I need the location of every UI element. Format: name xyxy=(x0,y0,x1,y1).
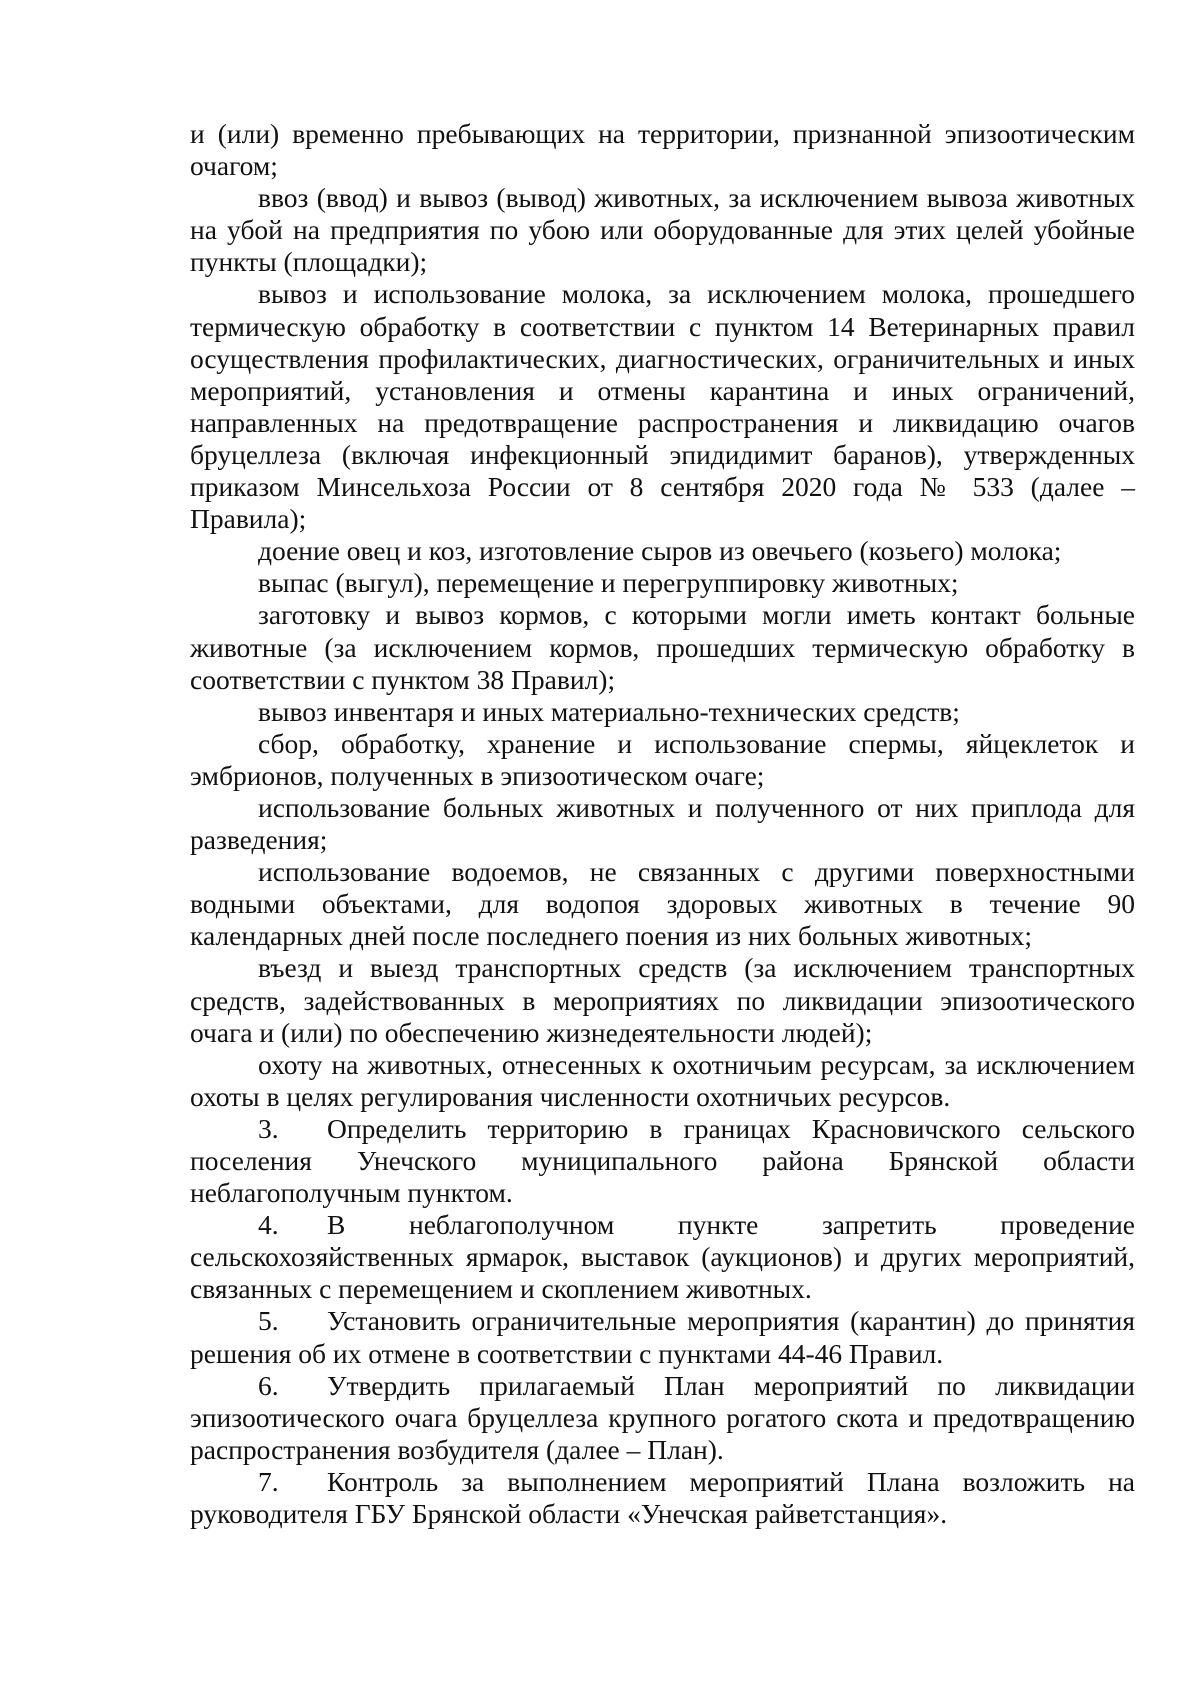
paragraph-milking: доение овец и коз, изготовление сыров из овечьего (козьего) молока; xyxy=(258,535,1062,567)
item-text: Установить ограничительные мероприятия (карантин) до принятия решения об их отмене в соответствии с пунктами 44-46 Правил. xyxy=(190,1305,1135,1369)
item-number: 3. xyxy=(258,1112,279,1144)
numbered-item xyxy=(190,1305,1135,1369)
paragraph-hunting: охоту на животных, отнесенных к охотничьим ресурсам, за исключением охоты в целях регулирования численности охотничьих ресурсов. xyxy=(190,1048,1135,1112)
paragraph-breeding: использование больных животных и полученного от них приплода для разведения; xyxy=(190,791,1135,856)
numbered-item xyxy=(190,1370,1135,1466)
numbered-item xyxy=(190,1466,1135,1530)
item-number: 6. xyxy=(258,1369,279,1401)
paragraph-milk: вывоз и использование молока, за исключением молока, прошедшего термическую обработку в соответствии с пунктом 14 Ветеринарных правил осуществления профилактических, диагностических, ограничительных и иных мероприятий, установления и отмены карантина и иных ограничений, направленных на предотвращение распространения и ликвидацию очагов бруцеллеза (включая инфекционный эпидидимит баранов), утвержденных приказом Минсельхоза России от 8 сентября 2020 года № 533 (далее – Правила); xyxy=(190,278,1135,535)
item-number: 5. xyxy=(258,1305,279,1337)
paragraph-grazing: выпас (выгул), перемещение и перегруппировку животных; xyxy=(258,567,959,599)
paragraph-vehicles: въезд и выезд транспортных средств (за исключением транспортных средств, задействованных в мероприятиях по ликвидации эпизоотического очага и (или) по обеспечению жизнедеятельности людей); xyxy=(190,952,1135,1048)
document-body xyxy=(190,118,1135,1530)
numbered-item xyxy=(190,1209,1135,1305)
numbered-item xyxy=(190,1113,1135,1209)
item-text: В неблагополучном пункте запретить проведение сельскохозяйственных ярмарок, выставок (аукционов) и других мероприятий, связанных с перемещением и скоплением животных. xyxy=(190,1209,1135,1305)
paragraph-import-export-animals: ввоз (ввод) и вывоз (вывод) животных, за исключением вывоза животных на убой на предприятия по убою или оборудованные для этих целей убойные пункты (площадки); xyxy=(190,182,1135,278)
paragraph-sperm-embryos: сбор, обработку, хранение и использование спермы, яйцеклеток и эмбрионов, полученных в эпизоотическом очаге; xyxy=(190,727,1135,791)
paragraph-feed: заготовку и вывоз кормов, с которыми могли иметь контакт больные животные (за исключением кормов, прошедших термическую обработку в соответствии с пунктом 38 Правил); xyxy=(190,599,1135,695)
item-number: 7. xyxy=(258,1465,279,1497)
paragraph-continuation: и (или) временно пребывающих на территории, признанной эпизоотическим очагом; xyxy=(190,118,1135,182)
paragraph-water-bodies: использование водоемов, не связанных с другими поверхностными водными объектами, для водопоя здоровых животных в течение 90 календарных дней после последнего поения из них больных животных; xyxy=(190,856,1135,952)
item-text: Утвердить прилагаемый План мероприятий по ликвидации эпизоотического очага бруцеллеза крупного рогатого скота и предотвращению распространения возбудителя (далее – План). xyxy=(190,1369,1135,1465)
item-text: Контроль за выполнением мероприятий Плана возложить на руководителя ГБУ Брянской области «Унечская райветстанция». xyxy=(190,1465,1135,1530)
item-number: 4. xyxy=(258,1209,279,1241)
paragraph-inventory: вывоз инвентаря и иных материально-технических средств; xyxy=(258,695,960,727)
item-text: Определить территорию в границах Красновичского сельского поселения Унечского муниципального района Брянской области неблагополучным пунктом. xyxy=(190,1112,1135,1209)
